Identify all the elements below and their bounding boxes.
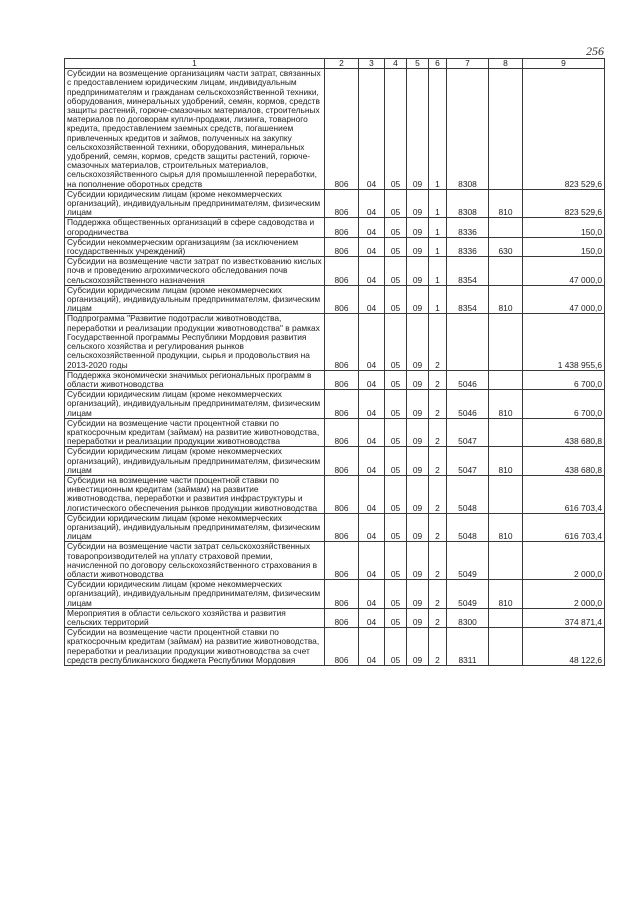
row-description: Субсидии юридическим лицам (кроме некоммерческих организаций), индивидуальным предпринимателям, физическим лицам [65,580,325,609]
row-code-5: 09 [407,608,429,627]
row-code-5: 09 [407,257,429,286]
row-code-4: 05 [385,189,407,218]
row-code-4: 05 [385,390,407,419]
row-code-2: 806 [325,314,359,370]
row-amount: 823 529,6 [523,69,605,190]
row-code-3: 04 [359,513,385,542]
row-code-5: 09 [407,314,429,370]
row-description: Субсидии юридическим лицам (кроме некоммерческих организаций), индивидуальным предпринимателям, физическим лицам [65,390,325,419]
row-code-3: 04 [359,475,385,513]
row-code-4: 05 [385,542,407,580]
row-code-4: 05 [385,69,407,190]
table-row [65,580,605,609]
row-code-3: 04 [359,370,385,389]
row-amount: 374 871,4 [523,608,605,627]
row-code-7: 8336 [447,237,489,256]
row-code-4: 05 [385,475,407,513]
row-amount: 150,0 [523,218,605,237]
row-amount: 1 438 955,6 [523,314,605,370]
row-code-4: 05 [385,314,407,370]
row-description: Субсидии на возмещение части затрат сельскохозяйственных товаропроизводителей на уплату страховой премии, начисленной по договору сельскохозяйственного страхования в области животноводства [65,542,325,580]
row-code-4: 05 [385,218,407,237]
page-number: 256 [586,44,604,58]
header-cell: 8 [489,59,523,69]
row-code-6: 2 [429,628,447,666]
row-code-6: 2 [429,418,447,447]
row-description: Субсидии на возмещение части затрат по известкованию кислых почв и проведению агрохимического обследования почв сельскохозяйственного назначения [65,257,325,286]
header-cell: 5 [407,59,429,69]
row-code-6: 1 [429,237,447,256]
row-code-4: 05 [385,513,407,542]
table-row [65,513,605,542]
row-code-3: 04 [359,608,385,627]
row-code-6: 2 [429,475,447,513]
header-cell: 9 [523,59,605,69]
row-code-5: 09 [407,390,429,419]
row-code-8: 810 [489,580,523,609]
row-code-5: 09 [407,513,429,542]
row-code-2: 806 [325,218,359,237]
row-code-3: 04 [359,447,385,476]
row-description: Субсидии на возмещение части процентной ставки по инвестиционным кредитам (займам) на развитие животноводства, переработки и развития инфраструктуры и логистического обеспечения рынков продукции животноводства [65,475,325,513]
row-amount: 2 000,0 [523,580,605,609]
row-amount: 47 000,0 [523,285,605,314]
row-code-5: 09 [407,370,429,389]
row-code-7: 5046 [447,390,489,419]
row-code-6: 1 [429,285,447,314]
row-code-2: 806 [325,542,359,580]
row-code-3: 04 [359,189,385,218]
row-code-7: 8308 [447,189,489,218]
row-amount: 47 000,0 [523,257,605,286]
row-code-8: 810 [489,447,523,476]
row-code-6: 2 [429,447,447,476]
row-code-8 [489,370,523,389]
row-code-8 [489,542,523,580]
row-code-2: 806 [325,447,359,476]
row-code-3: 04 [359,418,385,447]
row-code-8: 810 [489,513,523,542]
row-description: Субсидии юридическим лицам (кроме некоммерческих организаций), индивидуальным предпринимателям, физическим лицам [65,285,325,314]
row-description: Поддержка общественных организаций в сфере садоводства и огородничества [65,218,325,237]
row-amount: 438 680,8 [523,418,605,447]
row-code-4: 05 [385,628,407,666]
row-code-3: 04 [359,218,385,237]
row-code-8 [489,418,523,447]
row-code-7: 8311 [447,628,489,666]
row-code-3: 04 [359,390,385,419]
row-amount: 6 700,0 [523,370,605,389]
row-code-3: 04 [359,237,385,256]
row-code-2: 806 [325,608,359,627]
row-code-7: 8336 [447,218,489,237]
table-row [65,475,605,513]
row-code-5: 09 [407,475,429,513]
header-cell: 4 [385,59,407,69]
row-code-6: 2 [429,370,447,389]
row-code-3: 04 [359,257,385,286]
row-code-7: 5048 [447,513,489,542]
row-amount: 438 680,8 [523,447,605,476]
table-row [65,542,605,580]
row-code-5: 09 [407,69,429,190]
row-code-2: 806 [325,257,359,286]
row-code-2: 806 [325,628,359,666]
row-code-6: 2 [429,513,447,542]
row-code-2: 806 [325,390,359,419]
row-description: Субсидии юридическим лицам (кроме некоммерческих организаций), индивидуальным предпринимателям, физическим лицам [65,447,325,476]
table-row [65,218,605,237]
header-cell: 2 [325,59,359,69]
header-cell: 7 [447,59,489,69]
header-cell: 3 [359,59,385,69]
table-row [65,418,605,447]
row-code-5: 09 [407,628,429,666]
row-code-5: 09 [407,542,429,580]
row-code-5: 09 [407,189,429,218]
row-code-8: 810 [489,285,523,314]
row-description: Мероприятия в области сельского хозяйства и развития сельских территорий [65,608,325,627]
row-code-3: 04 [359,314,385,370]
row-description: Субсидии на возмещение части процентной ставки по краткосрочным кредитам (займам) на развитие животноводства, переработки и реализации продукции животноводства за счет средств республиканского бюджета Республики Мордовия [65,628,325,666]
table-row [65,237,605,256]
row-code-5: 09 [407,218,429,237]
row-code-5: 09 [407,285,429,314]
row-code-2: 806 [325,418,359,447]
row-code-8 [489,69,523,190]
row-code-8: 630 [489,237,523,256]
row-code-6: 2 [429,580,447,609]
row-amount: 616 703,4 [523,475,605,513]
row-amount: 2 000,0 [523,542,605,580]
header-cell: 1 [65,59,325,69]
row-code-8 [489,608,523,627]
row-code-7: 5046 [447,370,489,389]
row-code-3: 04 [359,580,385,609]
row-amount: 48 122,6 [523,628,605,666]
row-code-5: 09 [407,237,429,256]
row-code-5: 09 [407,580,429,609]
row-code-5: 09 [407,447,429,476]
row-code-8: 810 [489,390,523,419]
row-code-2: 806 [325,237,359,256]
row-code-7: 8308 [447,69,489,190]
row-code-6: 1 [429,189,447,218]
table-row [65,390,605,419]
row-code-8 [489,314,523,370]
header-cell: 6 [429,59,447,69]
row-code-2: 806 [325,475,359,513]
row-code-7: 5049 [447,542,489,580]
row-code-7: 5049 [447,580,489,609]
row-code-2: 806 [325,580,359,609]
row-code-2: 806 [325,189,359,218]
row-amount: 616 703,4 [523,513,605,542]
table-row [65,189,605,218]
budget-table [64,58,605,666]
row-code-4: 05 [385,370,407,389]
row-amount: 150,0 [523,237,605,256]
row-description: Субсидии некоммерческим организациям (за исключением государственных учреждений) [65,237,325,256]
table-row [65,628,605,666]
row-amount: 823 529,6 [523,189,605,218]
table-row [65,285,605,314]
table-row [65,69,605,190]
row-amount: 6 700,0 [523,390,605,419]
row-code-6: 1 [429,257,447,286]
row-code-5: 09 [407,418,429,447]
row-code-8 [489,628,523,666]
row-code-8: 810 [489,189,523,218]
row-code-2: 806 [325,513,359,542]
row-code-8 [489,475,523,513]
row-code-6: 1 [429,218,447,237]
header-row [65,59,605,69]
row-description: Субсидии юридическим лицам (кроме некоммерческих организаций), индивидуальным предпринимателям, физическим лицам [65,513,325,542]
row-code-7: 8300 [447,608,489,627]
row-code-4: 05 [385,447,407,476]
row-code-6: 1 [429,69,447,190]
row-code-6: 2 [429,314,447,370]
row-code-2: 806 [325,69,359,190]
row-code-2: 806 [325,285,359,314]
row-description: Субсидии юридическим лицам (кроме некоммерческих организаций), индивидуальным предпринимателям, физическим лицам [65,189,325,218]
row-code-7: 5048 [447,475,489,513]
row-code-2: 806 [325,370,359,389]
row-code-4: 05 [385,580,407,609]
row-code-3: 04 [359,542,385,580]
row-code-6: 2 [429,390,447,419]
row-description: Субсидии на возмещение части процентной ставки по краткосрочным кредитам (займам) на развитие животноводства, переработки и реализации продукции животноводства [65,418,325,447]
row-code-7: 8354 [447,257,489,286]
row-code-6: 2 [429,542,447,580]
row-code-8 [489,218,523,237]
row-code-4: 05 [385,285,407,314]
row-code-8 [489,257,523,286]
row-description: Подпрограмма "Развитие подотрасли животноводства, переработки и реализации продукции животноводства" в рамках Государственной программы Республики Мордовия развития сельского хозяйства и регулирования рынков сельскохозяйственной продукции, сырья и продовольствия на 2013-2020 годы [65,314,325,370]
row-code-7 [447,314,489,370]
table-row [65,370,605,389]
row-code-4: 05 [385,418,407,447]
table-row [65,608,605,627]
row-code-4: 05 [385,257,407,286]
row-code-6: 2 [429,608,447,627]
row-code-7: 5047 [447,447,489,476]
row-code-4: 05 [385,237,407,256]
row-code-7: 8354 [447,285,489,314]
table-row [65,257,605,286]
row-description: Поддержка экономически значимых региональных программ в области животноводства [65,370,325,389]
row-description: Субсидии на возмещение организациям части затрат, связанных с предоставлением юридическим лицам, индивидуальным предпринимателям и гражданам сельскохозяйственной техники, оборудования, минеральных удобрений, семян, кормов, средств защиты растений, горюче-смазочных материалов, строительных материалов по договорам купли-продажи, лизинга, товарного кредита, предоставлением заемных средств, погашением привлеченных кредитов и займов, полученных на закупку сельскохозяйственной техники, оборудования, минеральных удобрений, семян, кормов, средств защиты растений, горюче-смазочных материалов, строительных материалов, сельскохозяйственного сырья для промышленной переработки, на пополнение оборотных средств [65,69,325,190]
table-row [65,447,605,476]
row-code-3: 04 [359,285,385,314]
table-row [65,314,605,370]
row-code-4: 05 [385,608,407,627]
row-code-7: 5047 [447,418,489,447]
row-code-3: 04 [359,69,385,190]
row-code-3: 04 [359,628,385,666]
